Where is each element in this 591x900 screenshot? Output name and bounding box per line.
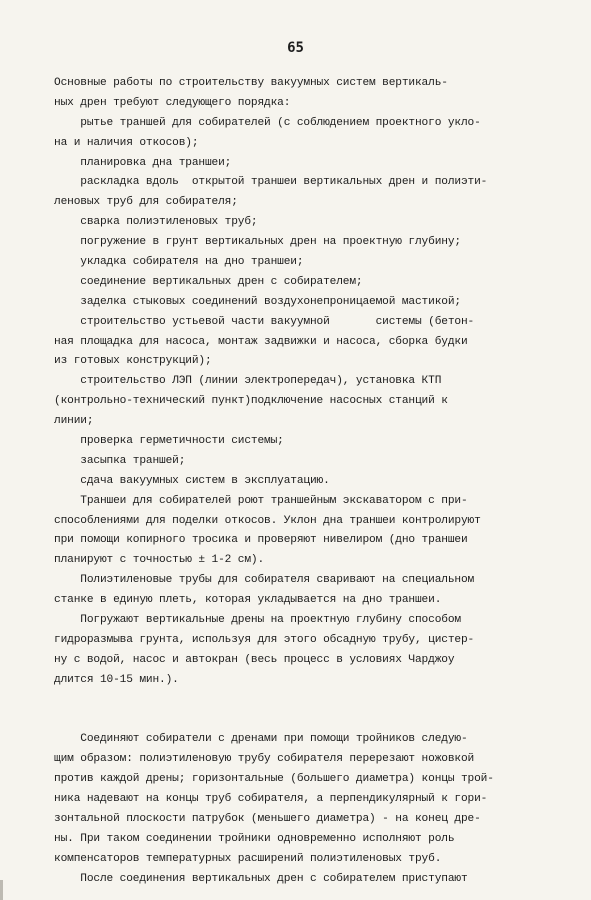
text-line: при помощи копирного тросика и проверяют нивелиром (дно траншеи xyxy=(54,534,468,547)
blank-line xyxy=(54,711,554,731)
text-line: погружение в грунт вертикальных дрен на проектную глубину; xyxy=(54,236,461,249)
text-line: Основные работы по строительству вакуумных систем вертикаль- xyxy=(54,77,448,89)
text-line: После соединения вертикальных дрен с собирателем приступают xyxy=(54,872,468,885)
text-line: станке в единую плеть, которая укладывается на дно траншеи. xyxy=(54,594,442,607)
text-line: гидроразмыва грунта, используя для этого обсадную трубу, цистер- xyxy=(54,633,475,646)
text-line: ника надевают на концы труб собирателя, а перпендикулярный к гори- xyxy=(54,793,488,806)
text-line: линии; xyxy=(54,415,94,428)
text-line: ная площадка для насоса, монтаж задвижки и насоса, сборка будки xyxy=(54,335,468,348)
text-line: щим образом: полиэтиленовую трубу собирателя перерезают ножовкой xyxy=(54,753,475,766)
text-line: засыпка траншей; xyxy=(54,454,186,467)
text-line: против каждой дрены; горизонтальные (большего диаметра) концы трой- xyxy=(54,773,494,786)
text-line: ных дрен требуют следующего порядка: xyxy=(54,96,291,109)
text-line: заделка стыковых соединений воздухонепроницаемой мастикой; xyxy=(54,295,461,308)
text-line: соединение вертикальных дрен с собирателем; xyxy=(54,275,363,288)
text-line: сдача вакуумных систем в эксплуатацию. xyxy=(54,474,330,487)
scan-edge-mark xyxy=(0,880,3,900)
text-line: планируют с точностью ± 1-2 см). xyxy=(54,554,265,567)
text-line: планировка дна траншеи; xyxy=(54,156,232,169)
text-line: ну с водой, насос и автокран (весь процесс в условиях Чарджоу xyxy=(54,653,455,666)
body-text xyxy=(54,74,554,890)
text-line: способлениями для поделки откосов. Уклон дна траншеи контролируют xyxy=(54,514,481,527)
text-line: на и наличия откосов); xyxy=(54,136,199,149)
text-line: из готовых конструкций); xyxy=(54,355,212,368)
text-line: ны. При таком соединении тройники одновременно исполняют роль xyxy=(54,832,455,845)
text-line: длится 10-15 мин.). xyxy=(54,673,179,686)
text-line: сварка полиэтиленовых труб; xyxy=(54,216,258,229)
text-line: строительство устьевой части вакуумной системы (бетон- xyxy=(54,315,475,328)
text-line: Погружают вертикальные дрены на проектную глубину способом xyxy=(54,614,461,627)
text-line: строительство ЛЭП (линии электропередач), установка КТП xyxy=(54,375,442,388)
text-line: Соединяют собиратели с дренами при помощи тройников следую- xyxy=(54,733,468,746)
text-line: Траншеи для собирателей роют траншейным экскаватором с при- xyxy=(54,494,468,507)
text-line: леновых труб для собирателя; xyxy=(54,196,238,209)
text-line: зонтальной плоскости патрубок (меньшего диаметра) - на конец дре- xyxy=(54,812,481,825)
text-line: раскладка вдоль открытой траншеи вертикальных дрен и полиэти- xyxy=(54,176,488,189)
blank-line xyxy=(54,691,554,711)
text-line: компенсаторов температурных расширений полиэтиленовых труб. xyxy=(54,852,442,865)
text-line: рытье траншей для собирателей (с соблюдением проектного укло- xyxy=(54,116,481,129)
text-line: проверка герметичности системы; xyxy=(54,435,284,448)
text-line: укладка собирателя на дно траншеи; xyxy=(54,256,304,269)
text-line: (контрольно-технический пункт)подключение насосных станций к xyxy=(54,395,448,408)
text-line: Полиэтиленовые трубы для собирателя сваривают на специальном xyxy=(54,574,475,587)
page-number: 65 xyxy=(287,40,304,56)
